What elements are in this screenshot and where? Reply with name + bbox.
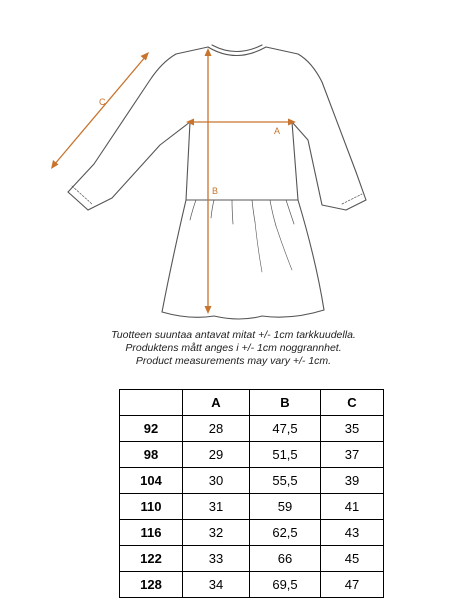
value-a: 29 (183, 442, 250, 468)
size-cell: 104 (120, 468, 183, 494)
size-cell: 98 (120, 442, 183, 468)
value-c: 47 (321, 572, 384, 598)
size-cell: 128 (120, 572, 183, 598)
table-row (120, 442, 384, 468)
header-c: C (321, 390, 384, 416)
header-size (120, 390, 183, 416)
label-b: B (212, 186, 219, 196)
header-a: A (183, 390, 250, 416)
value-a: 31 (183, 494, 250, 520)
size-cell: 110 (120, 494, 183, 520)
dress-outline (68, 45, 366, 319)
value-b: 51,5 (250, 442, 321, 468)
table-row (120, 494, 384, 520)
size-table (119, 389, 384, 598)
value-b: 62,5 (250, 520, 321, 546)
value-b: 66 (250, 546, 321, 572)
value-b: 69,5 (250, 572, 321, 598)
value-c: 43 (321, 520, 384, 546)
label-a: A (274, 126, 281, 136)
table-row (120, 416, 384, 442)
table-row (120, 546, 384, 572)
table-row (120, 520, 384, 546)
value-c: 35 (321, 416, 384, 442)
value-a: 28 (183, 416, 250, 442)
note-swedish: Produktens mått anges i +/- 1cm noggrannhet. (125, 342, 342, 354)
value-a: 30 (183, 468, 250, 494)
table-row (120, 572, 384, 598)
measurement-notes (0, 329, 467, 368)
table-row (120, 468, 384, 494)
value-c: 45 (321, 546, 384, 572)
value-b: 55,5 (250, 468, 321, 494)
value-c: 39 (321, 468, 384, 494)
value-c: 37 (321, 442, 384, 468)
value-c: 41 (321, 494, 384, 520)
value-a: 33 (183, 546, 250, 572)
value-a: 34 (183, 572, 250, 598)
value-b: 47,5 (250, 416, 321, 442)
note-english: Product measurements may vary +/- 1cm. (135, 355, 332, 367)
value-b: 59 (250, 494, 321, 520)
size-cell: 92 (120, 416, 183, 442)
value-a: 32 (183, 520, 250, 546)
label-c: C (99, 97, 106, 107)
size-cell: 122 (120, 546, 183, 572)
table-header-row (120, 390, 384, 416)
measurement-lines (51, 48, 296, 314)
header-b: B (250, 390, 321, 416)
note-finnish: Tuotteen suuntaa antavat mitat +/- 1cm tarkkuudella. (111, 329, 356, 341)
size-cell: 116 (120, 520, 183, 546)
